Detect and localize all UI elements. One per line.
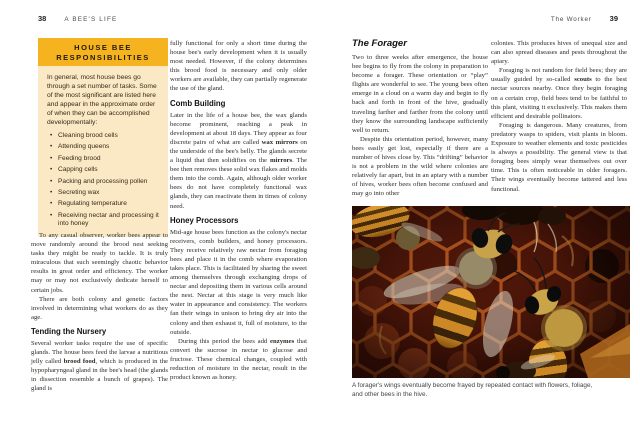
section-heading-the-forager: The Forager xyxy=(352,38,407,49)
paragraph: Later in the life of a house bee, the wax glands become prominent, reaching a peak in development at about 18 days. They appear as four discrete pairs of what are called wax mirrors on the underside of the bee's belly. The glands secrete a liquid that then solidifies on the mirrors. The bee then removes these solid wax flakes and molds them into the comb. Again, although older worker bees do not have completely functional wax glands, they can reactivate them in times of colony need. xyxy=(170,111,307,210)
list-item: • Cleaning brood cells xyxy=(50,132,118,139)
list-item: • Secreting wax xyxy=(50,188,100,196)
paragraph: Two to three weeks after emergence, the house bee begins to fly from the colony in preparation to become a forager. These orientation or “play” flights are wonderful to see. The young bees often emerge in a cloud on a warm day and begin to fly back and forth in front of the hive, gradually traveling farther and farther from the colony until they know the surrounding landscape sufficiently well to return. xyxy=(352,54,488,134)
list-item: • Receiving nectar and processing it into honey xyxy=(50,211,159,227)
sidebar-list xyxy=(47,132,159,228)
bees-on-honeycomb-photo xyxy=(352,206,630,378)
section-heading-tending-the-nursery: Tending the Nursery xyxy=(31,326,107,336)
sidebar-title: HOUSE BEE RESPONSIBILITIES xyxy=(38,38,168,66)
paragraph: Foraging is dangerous. Many creatures, from predatory wasps to spiders, visit plants in bloom. Exposure to weather elements and toxic pesticides is always a possibility. The general view is that foraging bees simply wear themselves out over time. This is often noticeable in older foragers. Their wings eventually become tattered and less functional. xyxy=(491,121,627,193)
left-page-header xyxy=(38,14,117,23)
paragraph: To any casual observer, worker bees appear to move randomly around the brood nest seeking tasks they might be ready to tackle. It is truly miraculous that such seemingly chaotic behavior results in great order and efficiency. The worker may or may not exclusively dedicate herself to certain jobs. xyxy=(31,232,168,294)
left-column-1 xyxy=(31,231,168,394)
left-column-2 xyxy=(170,39,307,382)
left-running-head: A BEE'S LIFE xyxy=(64,16,118,23)
list-item: • Capping cells xyxy=(50,166,98,174)
list-item: • Attending queens xyxy=(50,143,110,151)
paragraph: There are both colony and genetic factors involved in determining what workers do as they age. xyxy=(31,295,168,321)
left-page-number: 38 xyxy=(38,14,47,23)
right-running-head: The Worker xyxy=(550,16,592,23)
sidebar-intro: In general, most house bees go through a set number of tasks. Some of the most significant are listed here and appear in the approximate order of when they can be accomplished developmentally: xyxy=(47,74,157,126)
paragraph: colonies. This produces hives of unequal size and can also spread diseases and pests throughout the apiary. xyxy=(491,40,627,66)
right-column-1 xyxy=(352,38,488,199)
section-heading-comb-building: Comb Building xyxy=(170,98,226,108)
paragraph: Foraging is not random for field bees; they are usually guided by so-called scouts to the best nectar sources nearby. Once they begin foraging on a certain crop, field bees tend to be faithful to this plant, visiting it exclusively. This makes them efficient and desirable pollinators. xyxy=(491,67,627,120)
right-column-2 xyxy=(491,39,627,194)
sidebar-body xyxy=(38,66,168,237)
paragraph: Mid-age house bees function as the colony's nectar receivers, comb builders, and honey processors. They receive relatively raw nectar from foraging bees and place it in the comb where evaporation takes place. This is facilitated by sharing the sweet among themselves through exchanging drops of nectar and depositing them in various cells around the nest. Nectar at this stage is very much like water in appearance and consistency. The workers fan their wings in unison to bring dry air into the colony and then exhaust it, full of moisture, to the outside. xyxy=(170,228,307,336)
list-item: • Packing and processing pollen xyxy=(50,177,148,185)
list-item: • Feeding brood xyxy=(50,154,101,162)
paragraph: Despite this orientation period, however, many bees easily get lost, especially if there are a number of hives close by. This “drifting” behavior is not a problem in the wild where colonies are relatively far apart, but in an apiary with a number of hives, worker bees often become confused and may go into other xyxy=(352,135,488,198)
paragraph: Several worker tasks require the use of specific glands. The house bees feed the larvae a nutritious jelly called brood food, which is produced in the hypopharyngeal gland in the bee's head (the glands in dissection resemble a bunch of grapes). The gland is xyxy=(31,339,169,393)
right-page-header xyxy=(551,14,618,23)
sidebar-box xyxy=(38,38,168,237)
photo-caption: A forager's wings eventually become frayed by repeated contact with flowers, foliage, and other bees in the hive. xyxy=(352,382,593,398)
paragraph: fully functional for only a short time during the house bee's early development when it is usually most needed. However, if the colony determines this brood food is necessary and only older workers are available, they can partially regenerate the use of the gland. xyxy=(170,40,307,93)
list-item: • Regulating temperature xyxy=(50,200,127,208)
section-heading-honey-processors: Honey Processors xyxy=(170,215,239,225)
paragraph: During this period the bees add enzymes that convert the sucrose in nectar to glucose and fructose. These chemical changes, coupled with reduction of moisture in the nectar, result in the product known as honey. xyxy=(170,337,308,382)
right-page-number: 39 xyxy=(609,14,618,23)
